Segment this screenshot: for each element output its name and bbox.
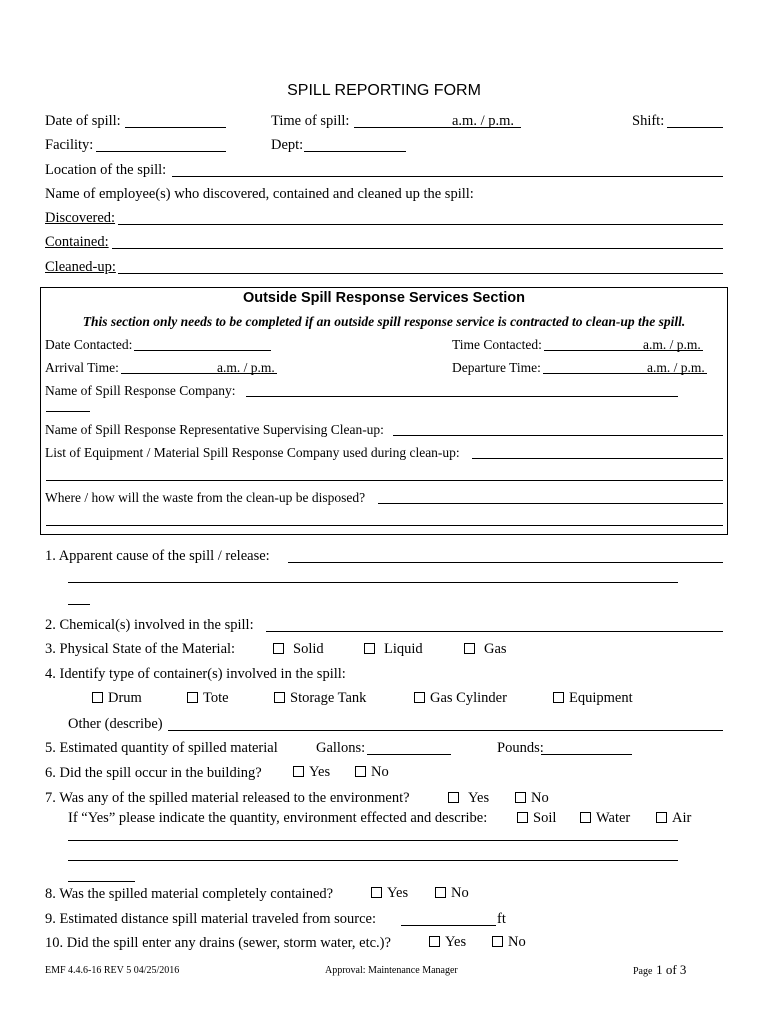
q4-label: 4. Identify type of container(s) involved in the spill: [45,666,346,682]
q10-yes[interactable]: Yes [429,934,466,951]
contained-field[interactable] [112,248,723,249]
q4-option-equipment[interactable]: Equipment [553,690,633,707]
departure-time-label: Departure Time: [452,360,541,375]
q6-label: 6. Did the spill occur in the building? [45,765,262,781]
q9-field[interactable] [401,925,496,926]
discovered-field[interactable] [118,224,723,225]
q4-other-label: Other (describe) [68,716,163,732]
q3-option-solid[interactable]: Solid [273,641,324,658]
q5-pounds-label: Pounds: [497,740,544,756]
checkbox-icon[interactable] [187,692,198,703]
checkbox-icon[interactable] [517,812,528,823]
arrival-time-ampm: a.m. / p.m. [217,360,275,375]
q4-option-drum[interactable]: Drum [92,690,142,707]
q7-label: 7. Was any of the spilled material released to the environment? [45,790,410,806]
arrival-time-label: Arrival Time: [45,360,119,375]
footer-approval: Approval: Maintenance Manager [325,965,458,976]
waste-field-line2[interactable] [46,525,723,526]
q2-label: 2. Chemical(s) involved in the spill: [45,617,254,633]
checkbox-icon[interactable] [293,766,304,777]
outside-section-title: Outside Spill Response Services Section [242,290,526,306]
facility-label: Facility: [45,137,94,153]
contained-label: Contained: [45,234,109,250]
q10-no[interactable]: No [492,934,526,951]
checkbox-icon[interactable] [429,936,440,947]
date-of-spill-field[interactable] [125,127,226,128]
date-of-spill-label: Date of spill: [45,113,121,129]
q1-field-line2[interactable] [68,582,678,583]
outside-section-note: This section only needs to be completed if an outside spill response service is contracted to clean-up the spill. [82,314,686,329]
q3-label: 3. Physical State of the Material: [45,641,236,657]
checkbox-icon[interactable] [364,643,375,654]
q9-label: 9. Estimated distance spill material traveled from source: [45,911,376,927]
time-contacted-label: Time Contacted: [452,337,542,352]
waste-field[interactable] [378,503,723,504]
q8-yes[interactable]: Yes [371,885,408,902]
time-contacted-ampm: a.m. / p.m. [643,337,701,352]
q3-option-gas[interactable]: Gas [464,641,507,658]
q8-label: 8. Was the spilled material completely contained? [45,886,334,902]
q7-option-water[interactable]: Water [580,810,630,827]
q6-yes[interactable]: Yes [293,764,330,781]
equipment-field-line2[interactable] [46,480,723,481]
q5-pounds-field[interactable] [541,754,632,755]
checkbox-icon[interactable] [553,692,564,703]
q5-gallons-label: Gallons: [316,740,366,756]
location-label: Location of the spill: [45,162,167,178]
q8-no[interactable]: No [435,885,469,902]
q3-option-liquid[interactable]: Liquid [364,641,423,658]
q1-field-line3[interactable] [68,604,90,605]
checkbox-icon[interactable] [273,643,284,654]
q1-field[interactable] [288,562,723,563]
checkbox-icon[interactable] [371,887,382,898]
departure-time-ampm: a.m. / p.m. [647,360,705,375]
date-contacted-field[interactable] [134,350,271,351]
checkbox-icon[interactable] [464,643,475,654]
facility-field[interactable] [96,151,226,152]
cleaned-up-field[interactable] [118,273,723,274]
equipment-field[interactable] [472,458,723,459]
checkbox-icon[interactable] [435,887,446,898]
checkbox-icon[interactable] [515,792,526,803]
q7-yes[interactable]: Yes [448,790,489,807]
q7-field-line2[interactable] [68,860,678,861]
company-field-continued[interactable] [46,411,90,412]
representative-field[interactable] [393,435,723,436]
checkbox-icon[interactable] [92,692,103,703]
q5-label: 5. Estimated quantity of spilled material [45,740,278,756]
footer-doc-id: EMF 4.4.6-16 REV 5 04/25/2016 [45,965,180,976]
checkbox-icon[interactable] [414,692,425,703]
company-field[interactable] [246,396,678,397]
employees-label: Name of employee(s) who discovered, contained and cleaned up the spill: [45,186,474,202]
equipment-label: List of Equipment / Material Spill Response Company used during clean-up: [45,445,460,460]
shift-label: Shift: [632,113,665,129]
cleaned-up-label: Cleaned-up: [45,259,116,275]
location-field[interactable] [172,176,723,177]
footer-page: Page 1 of 3 [633,962,687,977]
q7-option-soil[interactable]: Soil [517,810,556,827]
shift-field[interactable] [667,127,723,128]
waste-label: Where / how will the waste from the clean-up be disposed? [45,490,366,505]
dept-field[interactable] [304,151,406,152]
q4-option-tote[interactable]: Tote [187,690,229,707]
q4-option-gas-cylinder[interactable]: Gas Cylinder [414,690,507,707]
company-label: Name of Spill Response Company: [45,383,236,398]
discovered-label: Discovered: [45,210,116,226]
q4-option-storage-tank[interactable]: Storage Tank [274,690,366,707]
checkbox-icon[interactable] [274,692,285,703]
q1-label: 1. Apparent cause of the spill / release: [45,548,270,564]
q7-if-label: If “Yes” please indicate the quantity, environment effected and describe: [68,810,488,826]
q7-field-line3[interactable] [68,881,135,882]
q2-field[interactable] [266,631,723,632]
form-title: SPILL REPORTING FORM [287,82,481,99]
q6-no[interactable]: No [355,764,389,781]
q10-label: 10. Did the spill enter any drains (sewer, storm water, etc.)? [45,935,391,951]
checkbox-icon[interactable] [448,792,459,803]
checkbox-icon[interactable] [355,766,366,777]
footer-page-number: 1 of 3 [656,962,687,977]
date-contacted-label: Date Contacted: [45,337,133,352]
q7-no[interactable]: No [515,790,549,807]
checkbox-icon[interactable] [656,812,667,823]
q4-other-field[interactable] [168,730,723,731]
q7-option-air[interactable]: Air [656,810,691,827]
checkbox-icon[interactable] [580,812,591,823]
q9-unit: ft [497,911,506,927]
q7-field-line1[interactable] [68,840,678,841]
dept-label: Dept: [271,137,304,153]
time-of-spill-label: Time of spill: [271,113,350,129]
q5-gallons-field[interactable] [367,754,451,755]
time-of-spill-ampm: a.m. / p.m. [452,113,515,129]
checkbox-icon[interactable] [492,936,503,947]
representative-label: Name of Spill Response Representative Supervising Clean-up: [45,422,384,437]
